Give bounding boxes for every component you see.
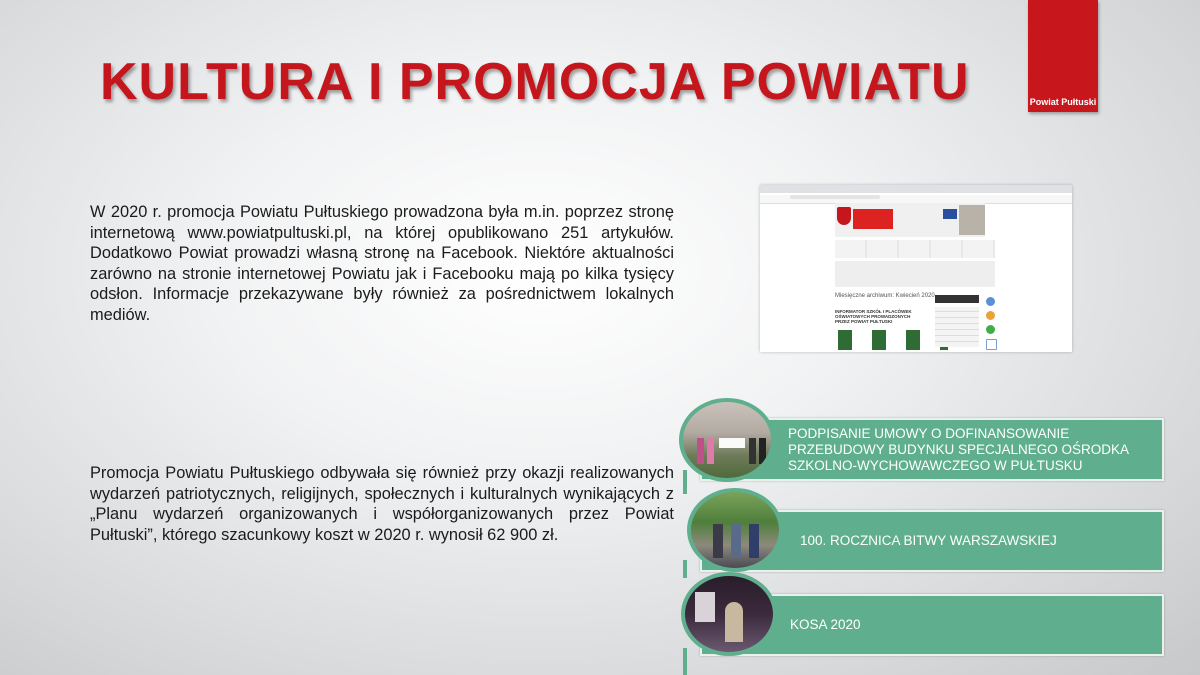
brand-tab-label: Powiat Pułtuski bbox=[1029, 97, 1097, 107]
post-images bbox=[838, 330, 948, 350]
building-photo bbox=[959, 205, 985, 235]
website-menu bbox=[835, 240, 995, 258]
event-photo-signing bbox=[679, 398, 775, 482]
brand-tab bbox=[1028, 0, 1098, 112]
website-screenshot bbox=[760, 185, 1072, 352]
browser-tab-bar bbox=[760, 185, 1072, 193]
slide-title: KULTURA I PROMOCJA POWIATU bbox=[100, 53, 970, 111]
mail-icon bbox=[986, 339, 997, 350]
event-label: KOSA 2020 bbox=[790, 617, 861, 632]
website-contact-strip bbox=[835, 261, 995, 287]
social-icon bbox=[986, 325, 995, 334]
archive-heading: Miesięczne archiwum: Kwiecień 2020 bbox=[835, 293, 935, 299]
event-label: 100. ROCZNICA BITWY WARSZAWSKIEJ bbox=[800, 533, 1057, 548]
social-icon bbox=[986, 311, 995, 320]
paragraph-website-promotion: W 2020 r. promocja Powiatu Pułtuskiego prowadzona była m.in. poprzez stronę internetową www.powiatpultuski.pl, na której opublikowano 251 artykułów. Dodatkowo Powiat prowadzi własną stronę na Facebook. Niektóre aktualności zarówno na stronie internetowej Powiatu jak i Facebooku mają po kilka tysięcy odsłon. Informacje przekazywane były również za pośrednictwem lokalnych mediów. bbox=[90, 203, 674, 324]
event-label: PODPISANIE UMOWY O DOFINANSOWANIE PRZEBUDOWY BUDYNKU SPECJALNEGO OŚRODKA SZKOLNO-WYCHOWAWCZEGO W PUŁTUSKU bbox=[788, 425, 1129, 473]
calendar-widget bbox=[935, 307, 979, 347]
county-crest-icon bbox=[837, 207, 851, 225]
eu-flag-icon bbox=[943, 209, 957, 219]
website-banner bbox=[835, 203, 985, 237]
post-title: INFORMATOR SZKÓŁ I PLACÓWEK OŚWIATOWYCH PROWADZONYCH PRZEZ POWIAT PUŁTUSKI bbox=[835, 309, 912, 324]
sidebar-header bbox=[935, 295, 979, 303]
social-icon bbox=[986, 297, 995, 306]
event-photo-battle-anniversary bbox=[687, 488, 783, 572]
event-photo-kosa bbox=[681, 572, 777, 656]
paragraph-events-promotion: Promocja Powiatu Pułtuskiego odbywała się również przy okazji realizowanych wydarzeń patriotycznych, religijnych, społecznych i kulturalnych wynikających z „Planu wydarzeń organizowanych i współorganizowanych przez Powiat Pułtuski”, którego szacunkowy koszt w 2020 r. wynosił 62 900 zł. bbox=[90, 464, 674, 544]
